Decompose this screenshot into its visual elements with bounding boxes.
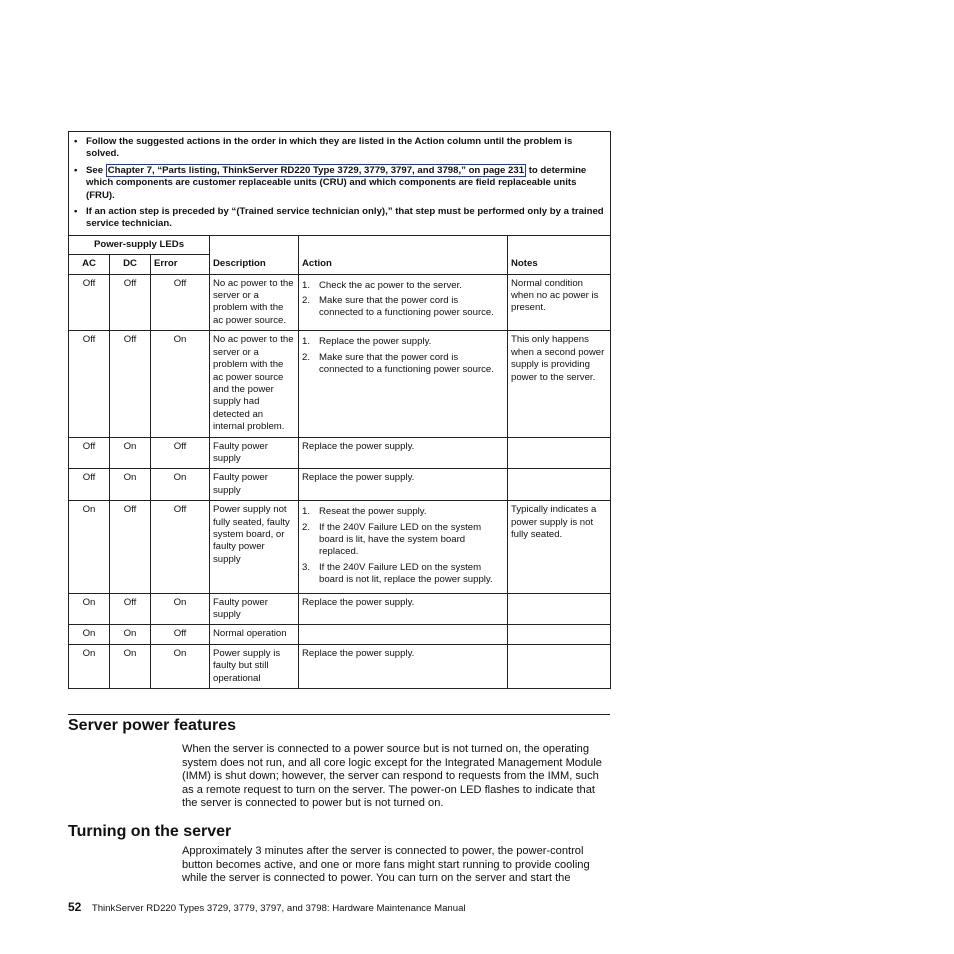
table-row (69, 593, 611, 625)
ac-cell: Off (69, 469, 110, 501)
error-cell: On (151, 593, 210, 625)
dc-cell: On (110, 469, 151, 501)
error-cell: On (151, 469, 210, 501)
action-step (302, 352, 504, 377)
ac-cell: On (69, 593, 110, 625)
notes-cell: Normal condition when no ac power is present. (508, 274, 611, 331)
server-power-features-heading: Server power features (68, 717, 237, 734)
action-cell: Replace the power supply. (299, 469, 508, 501)
dc-cell: Off (110, 274, 151, 331)
action-step (302, 295, 504, 320)
action-step (302, 562, 504, 587)
dc-cell: Off (110, 501, 151, 593)
step-number: 1. (302, 279, 311, 291)
led-group-header: Power-supply LEDs (69, 235, 210, 254)
action-cell: Replace the power supply. (299, 644, 508, 688)
step-number: 2. (302, 521, 311, 533)
description-cell: Normal operation (210, 625, 299, 644)
action-cell (299, 274, 508, 331)
description-cell: Faulty power supply (210, 593, 299, 625)
action-step (302, 506, 504, 518)
turning-on-text: Approximately 3 minutes after the server is connected to power, the power-control button becomes active, and one or more fans might start running to provide cooling while the server is connected to power. You can turn on the server and start the (182, 845, 590, 885)
action-step (302, 280, 504, 292)
page-footer (68, 900, 466, 914)
action-step (302, 522, 504, 559)
manual-title: ThinkServer RD220 Types 3729, 3779, 3797, and 3798: Hardware Maintenance Manual (91, 903, 466, 914)
action-steps (302, 506, 504, 586)
description-cell: Faulty power supply (210, 469, 299, 501)
description-cell: Faulty power supply (210, 437, 299, 469)
note-item: • See Chapter 7, “Parts listing, ThinkServer RD220 Type 3729, 3779, 3797, and 3798,” on page 231 to determine which components are customer replaceable units (CRU) and which components are field replaceable units (FRU). (74, 164, 587, 201)
error-cell: On (151, 331, 210, 437)
step-number: 2. (302, 351, 311, 363)
ac-cell: On (69, 644, 110, 688)
notes-cell: Typically indicates a power supply is not fully seated. (508, 501, 611, 593)
action-cell (299, 501, 508, 593)
action-steps (302, 280, 504, 320)
ac-cell: On (69, 501, 110, 593)
table-row (69, 625, 611, 644)
description-header: Description (210, 235, 299, 274)
action-header: Action (299, 235, 508, 274)
notes-row (69, 132, 611, 236)
error-cell: Off (151, 625, 210, 644)
description-cell: Power supply not fully seated, faulty system board, or faulty power supply (210, 501, 299, 593)
error-cell: On (151, 644, 210, 688)
error-cell: Off (151, 274, 210, 331)
action-cell: Replace the power supply. (299, 593, 508, 625)
step-text: If the 240V Failure LED on the system board is lit, have the system board replaced. (319, 521, 482, 558)
notes-cell: This only happens when a second power supply is providing power to the server. (508, 331, 611, 437)
ac-header: AC (69, 255, 110, 274)
dc-cell: On (110, 625, 151, 644)
section-divider (68, 714, 610, 715)
chapter-7-link[interactable]: Chapter 7, “Parts listing, ThinkServer RD220 Type 3729, 3779, 3797, and 3798,” on page 231 (107, 164, 525, 176)
dc-cell: Off (110, 331, 151, 437)
header-row-group (69, 235, 611, 254)
ac-cell: Off (69, 274, 110, 331)
dc-cell: On (110, 437, 151, 469)
description-cell: No ac power to the server or a problem with the ac power source. (210, 274, 299, 331)
notes-cell (508, 437, 611, 469)
step-text: If the 240V Failure LED on the system board is not lit, replace the power supply. (319, 561, 493, 586)
power-supply-led-table-wrapper (68, 131, 610, 689)
table-row (69, 644, 611, 688)
notes-header: Notes (508, 235, 611, 274)
description-cell: Power supply is faulty but still operational (210, 644, 299, 688)
step-text: Make sure that the power cord is connected to a functioning power source. (319, 351, 494, 376)
action-cell (299, 331, 508, 437)
step-number: 1. (302, 506, 311, 518)
table-row (69, 501, 611, 593)
error-cell: Off (151, 501, 210, 593)
usage-notes (69, 132, 611, 236)
step-text: Reseat the power supply. (319, 506, 427, 518)
notes-cell (508, 469, 611, 501)
action-steps (302, 336, 504, 376)
description-cell: No ac power to the server or a problem with the ac power source and the power supply had detected an internal problem. (210, 331, 299, 437)
dc-cell: On (110, 644, 151, 688)
table-row (69, 331, 611, 437)
table-row (69, 437, 611, 469)
notes-cell (508, 644, 611, 688)
step-number: 2. (302, 295, 311, 307)
page-number: 52 (68, 900, 82, 914)
note-item: • Follow the suggested actions in the order in which they are listed in the Action column until the problem is solved. (74, 136, 573, 160)
server-power-features-text: When the server is connected to a power source but is not turned on, the operating system does not run, and all core logic except for the Integrated Management Module (IMM) is shut down; however, the server can respond to requests from the IMM, such as a remote request to turn on the server. The power-on LED flashes to indicate that the server is connected to power but is not turned on. (182, 743, 602, 810)
step-number: 3. (302, 561, 311, 573)
step-number: 1. (302, 336, 311, 348)
ac-cell: Off (69, 437, 110, 469)
ac-cell: On (69, 625, 110, 644)
step-text: Replace the power supply. (319, 336, 432, 348)
error-cell: Off (151, 437, 210, 469)
error-header: Error (151, 255, 210, 274)
notes-cell (508, 625, 611, 644)
turning-on-heading: Turning on the server (68, 823, 232, 840)
power-supply-led-table (68, 131, 611, 689)
notes-cell (508, 593, 611, 625)
action-cell: Replace the power supply. (299, 437, 508, 469)
step-text: Check the ac power to the server. (319, 279, 462, 291)
action-cell (299, 625, 508, 644)
table-row (69, 469, 611, 501)
note-item: • If an action step is preceded by “(Trained service technician only),” that step must be performed only by a trained service technician. (74, 206, 604, 230)
action-step (302, 336, 504, 348)
ac-cell: Off (69, 331, 110, 437)
dc-cell: Off (110, 593, 151, 625)
dc-header: DC (110, 255, 151, 274)
table-row (69, 274, 611, 331)
step-text: Make sure that the power cord is connected to a functioning power source. (319, 295, 494, 319)
